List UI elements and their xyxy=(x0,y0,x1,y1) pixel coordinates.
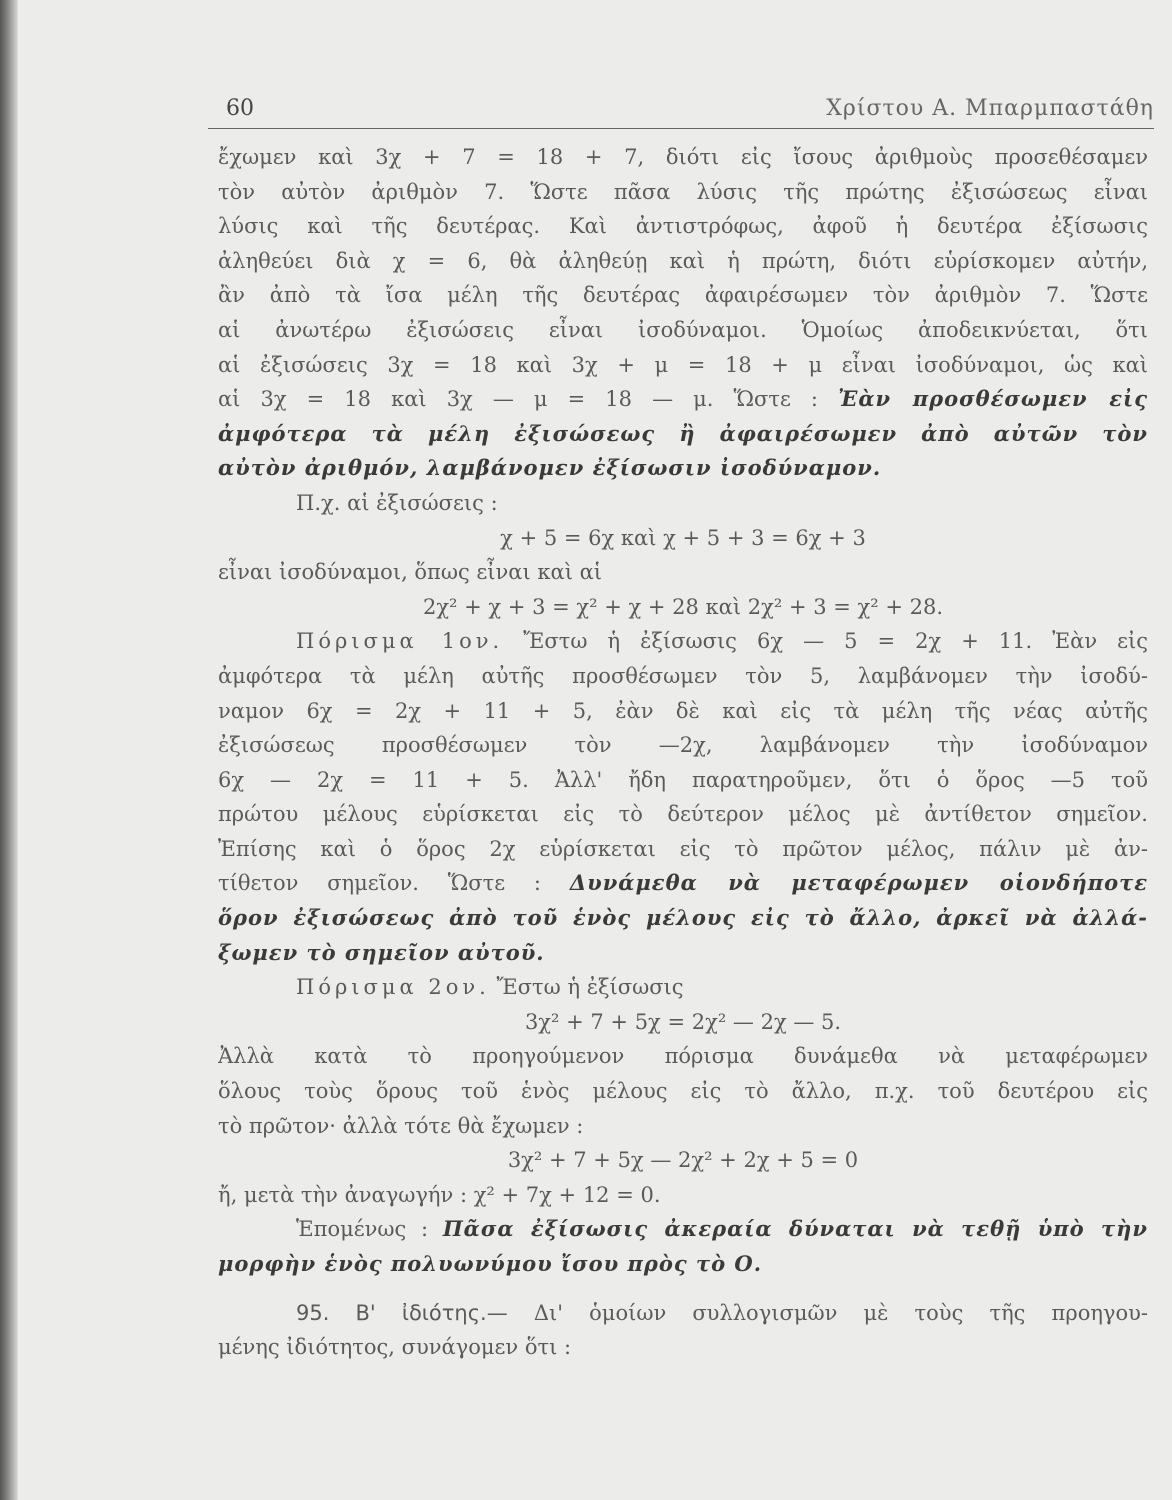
emphasized-rule: ξωμεν τὸ σημεῖον αὐτοῦ. xyxy=(218,939,545,965)
emphasized-rule: Ἐὰν προσθέσωμεν εἰς xyxy=(838,386,1148,412)
text-line: ναμον 6χ = 2χ + 11 + 5, ἐὰν δὲ καὶ εἰς τὰ μέλη τῆς νέας αὐτῆς xyxy=(218,698,1148,723)
emphasized-rule: ἀμφότερα τὰ μέλη ἐξισώσεως ἢ ἀφαιρέσωμεν ἀπὸ αὐτῶν τὸν xyxy=(218,420,1148,446)
text-line: ἤ, μετὰ τὴν ἀναγωγήν : χ² + 7χ + 12 = 0. xyxy=(218,1182,661,1207)
page-binding-edge xyxy=(0,0,18,1500)
section-heading: 95. Β' ἰδιότης.— xyxy=(296,1300,508,1325)
emphasized-rule: μορφὴν ἑνὸς πολυωνύμου ἴσου πρὸς τὸ Ο. xyxy=(218,1251,763,1276)
text-line xyxy=(218,1212,1148,1247)
text-line: ἔχωμεν καὶ 3χ + 7 = 18 + 7, διότι εἰς ἴσους ἀριθμοὺς προσεθέσαμεν xyxy=(218,145,1148,169)
text-span: Ἔστω ἡ ἐξίσωσις xyxy=(496,975,684,1000)
porisma-title: Πόρισμα 1ον. xyxy=(296,629,504,654)
equation: 3χ² + 7 + 5χ = 2χ² — 2χ — 5. xyxy=(524,1009,842,1034)
text-line: τὸ πρῶτον· ἀλλὰ τότε θὰ ἔχωμεν : xyxy=(218,1113,584,1138)
text-span: Ἑπομένως : xyxy=(296,1217,429,1242)
text-line: ἐξισώσεως προσθέσωμεν τὸν —2χ, λαμβάνομεν τὴν ἰσοδύναμον xyxy=(218,733,1148,758)
text-span: Ἔστω ἡ ἐξίσωσις 6χ — 5 = 2χ + 11. Ἐὰν εἰς xyxy=(523,629,1148,654)
emphasized-rule: ὅρον ἐξισώσεως ἀπὸ τοῦ ἑνὸς μέλους εἰς τὸ ἄλλο, ἀρκεῖ νὰ ἀλλά- xyxy=(218,905,1148,931)
text-span: Δι' ὁμοίων συλλογισμῶν μὲ τοὺς τῆς προηγου- xyxy=(533,1300,1148,1325)
page-number: 60 xyxy=(226,96,254,121)
text-line: 6χ — 2χ = 11 + 5. Ἀλλ' ἤδη παρατηροῦμεν, ὅτι ὁ ὅρος —5 τοῦ xyxy=(218,767,1148,792)
text-line: Ἀλλὰ κατὰ τὸ προηγούμενον πόρισμα δυνάμεθα νὰ μεταφέρωμεν xyxy=(218,1044,1148,1069)
text-line: ἂν ἀπὸ τὰ ἴσα μέλη τῆς δευτέρας ἀφαιρέσωμεν τὸν ἀριθμὸν 7. Ὥστε xyxy=(218,283,1148,308)
text-line xyxy=(218,970,1148,1005)
text-line: Ἐπίσης καὶ ὁ ὅρος 2χ εὑρίσκεται εἰς τὸ πρῶτον μέλος, πάλιν μὲ ἀν- xyxy=(218,836,1148,861)
running-head: Χρίστου Α. Μπαρμπαστάθη xyxy=(826,96,1154,121)
emphasized-rule: Πᾶσα ἐξίσωσις ἀκεραία δύναται νὰ τεθῇ ὑπὸ τὴν xyxy=(442,1216,1148,1242)
book-page xyxy=(18,0,1172,1500)
text-line xyxy=(218,382,1148,417)
spacer xyxy=(218,1282,1148,1296)
text-line: ὅλους τοὺς ὅρους τοῦ ἑνὸς μέλους εἰς τὸ ἄλλο, π.χ. τοῦ δευτέρου εἰς xyxy=(218,1079,1148,1104)
body-text xyxy=(218,140,1148,1365)
text-line: ἀληθεύει διὰ χ = 6, θὰ ἀληθεύῃ καὶ ἡ πρώτη, διότι εὑρίσκομεν αὐτήν, xyxy=(218,248,1148,273)
text-line: Π.χ. αἱ ἐξισώσεις : xyxy=(296,490,498,515)
text-line: μένης ἰδιότητος, συνάγομεν ὅτι : xyxy=(218,1335,572,1360)
emphasized-rule: Δυνάμεθα νὰ μεταφέρωμεν οἱονδήποτε xyxy=(569,870,1148,896)
equation: 3χ² + 7 + 5χ — 2χ² + 2χ + 5 = 0 xyxy=(507,1148,859,1173)
text-line xyxy=(218,624,1148,659)
text-span: αἱ 3χ = 18 καὶ 3χ — μ = 18 — μ. Ὥστε : xyxy=(218,387,819,412)
porisma-title: Πόρισμα 2ον. xyxy=(296,975,490,1000)
equation: 2χ² + χ + 3 = χ² + χ + 28 καὶ 2χ² + 3 = χ² + 28. xyxy=(422,594,944,619)
text-line: λύσις καὶ τῆς δευτέρας. Καὶ ἀντιστρόφως, ἀφοῦ ἡ δευτέρα ἐξίσωσις xyxy=(218,214,1148,239)
text-line: ἀμφότερα τὰ μέλη αὐτῆς προσθέσωμεν τὸν 5, λαμβάνομεν τὴν ἰσοδύ- xyxy=(218,663,1148,688)
text-line: αἱ ἀνωτέρω ἐξισώσεις εἶναι ἰσοδύναμοι. Ὁμοίως ἀποδεικνύεται, ὅτι xyxy=(218,317,1148,342)
text-line: πρώτου μέλους εὑρίσκεται εἰς τὸ δεύτερον μέλος μὲ ἀντίθετον σημεῖον. xyxy=(218,802,1148,827)
text-line: τὸν αὐτὸν ἀριθμὸν 7. Ὥστε πᾶσα λύσις τῆς πρώτης ἐξισώσεως εἶναι xyxy=(218,179,1148,204)
text-line: εἶναι ἰσοδύναμοι, ὅπως εἶναι καὶ αἱ xyxy=(218,560,603,585)
text-line xyxy=(218,1296,1148,1331)
emphasized-rule: αὐτὸν ἀριθμόν, λαμβάνομεν ἐξίσωσιν ἰσοδύναμον. xyxy=(218,455,882,481)
page-header xyxy=(208,90,1154,129)
equation: χ + 5 = 6χ καὶ χ + 5 + 3 = 6χ + 3 xyxy=(500,525,866,550)
text-line: αἱ ἐξισώσεις 3χ = 18 καὶ 3χ + μ = 18 + μ εἶναι ἰσοδύναμοι, ὡς καὶ xyxy=(218,352,1148,377)
text-span: τίθετον σημεῖον. Ὥστε : xyxy=(218,871,542,896)
text-line xyxy=(218,866,1148,901)
